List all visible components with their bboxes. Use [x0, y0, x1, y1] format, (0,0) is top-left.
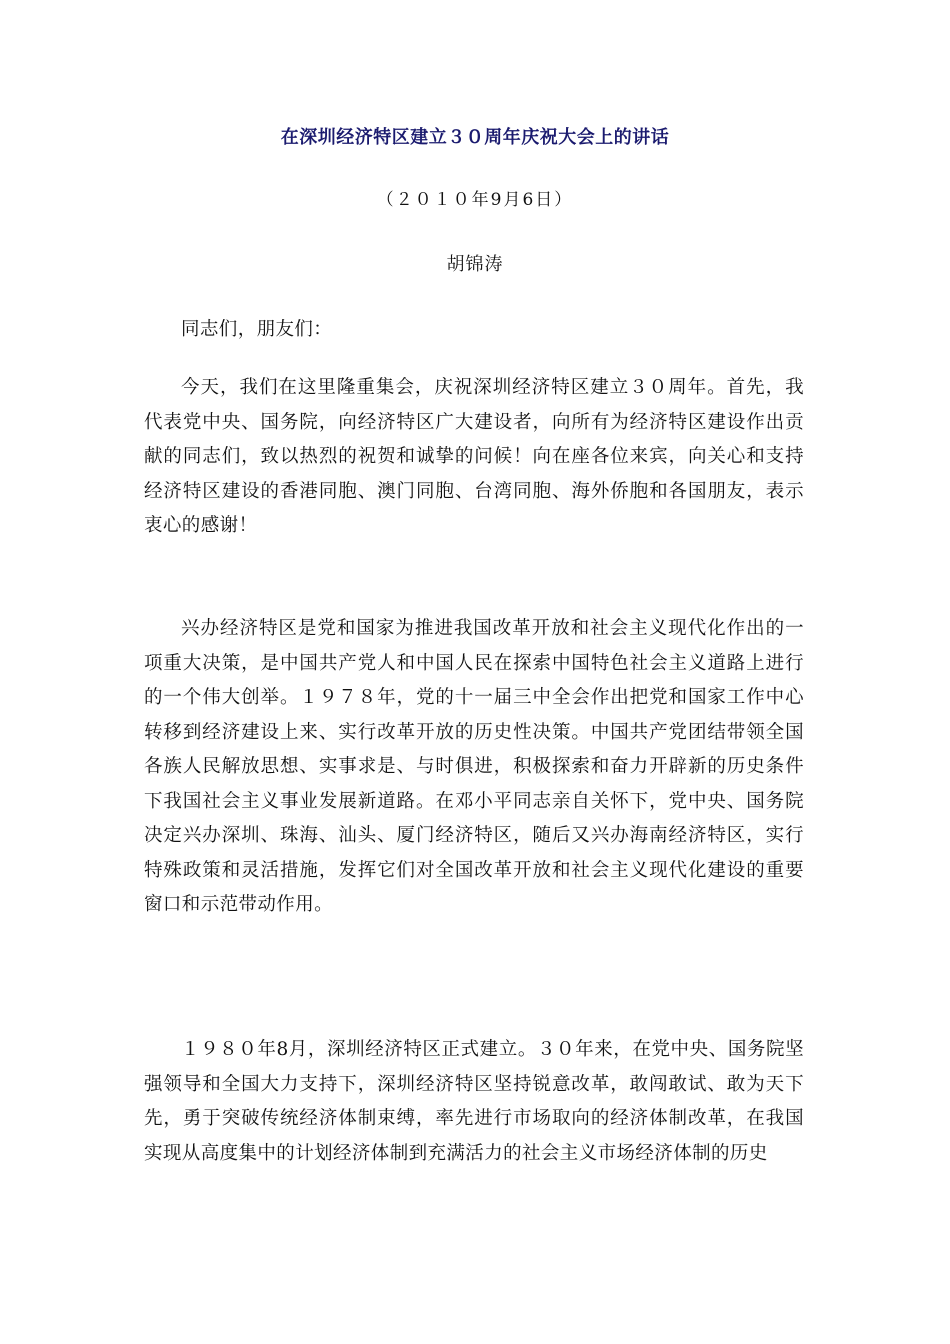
document-title: 在深圳经济特区建立３０周年庆祝大会上的讲话	[280, 127, 670, 148]
salutation: 同志们，朋友们：	[181, 319, 333, 340]
speech-date: （２０１０年9月6日）	[376, 190, 574, 210]
speaker-name: 胡锦涛	[446, 254, 504, 275]
paragraph-2: 兴办经济特区是党和国家为推进我国改革开放和社会主义现代化作出的一项重大决策，是中国共产党人和中国人民在探索中国特色社会主义道路上进行的一个伟大创举。１９７８年，党的十一届三中全会作出把党和国家工作中心转移到经济建设上来、实行改革开放的历史性决策。中国共产党团结带领全国各族人民解放思想、实事求是、与时俱进，积极探索和奋力开辟新的历史条件下我国社会主义事业发展新道路。在邓小平同志亲自关怀下，党中央、国务院决定兴办深圳、珠海、汕头、厦门经济特区，随后又兴办海南经济特区，实行特殊政策和灵活措施，发挥它们对全国改革开放和社会主义现代化建设的重要窗口和示范带动作用。	[144, 618, 804, 915]
paragraph-1: 今天，我们在这里隆重集会，庆祝深圳经济特区建立３０周年。首先，我代表党中央、国务院，向经济特区广大建设者，向所有为经济特区建设作出贡献的同志们，致以热烈的祝贺和诚挚的问候！向在座各位来宾，向关心和支持经济特区建设的香港同胞、澳门同胞、台湾同胞、海外侨胞和各国朋友，表示衷心的感谢！	[144, 377, 804, 536]
paragraph-3: １９８０年8月，深圳经济特区正式建立。３０年来，在党中央、国务院坚强领导和全国大力支持下，深圳经济特区坚持锐意改革，敢闯敢试、敢为天下先，勇于突破传统经济体制束缚，率先进行市场取向的经济体制改革，在我国实现从高度集中的计划经济体制到充满活力的社会主义市场经济体制的历史	[144, 1039, 804, 1164]
